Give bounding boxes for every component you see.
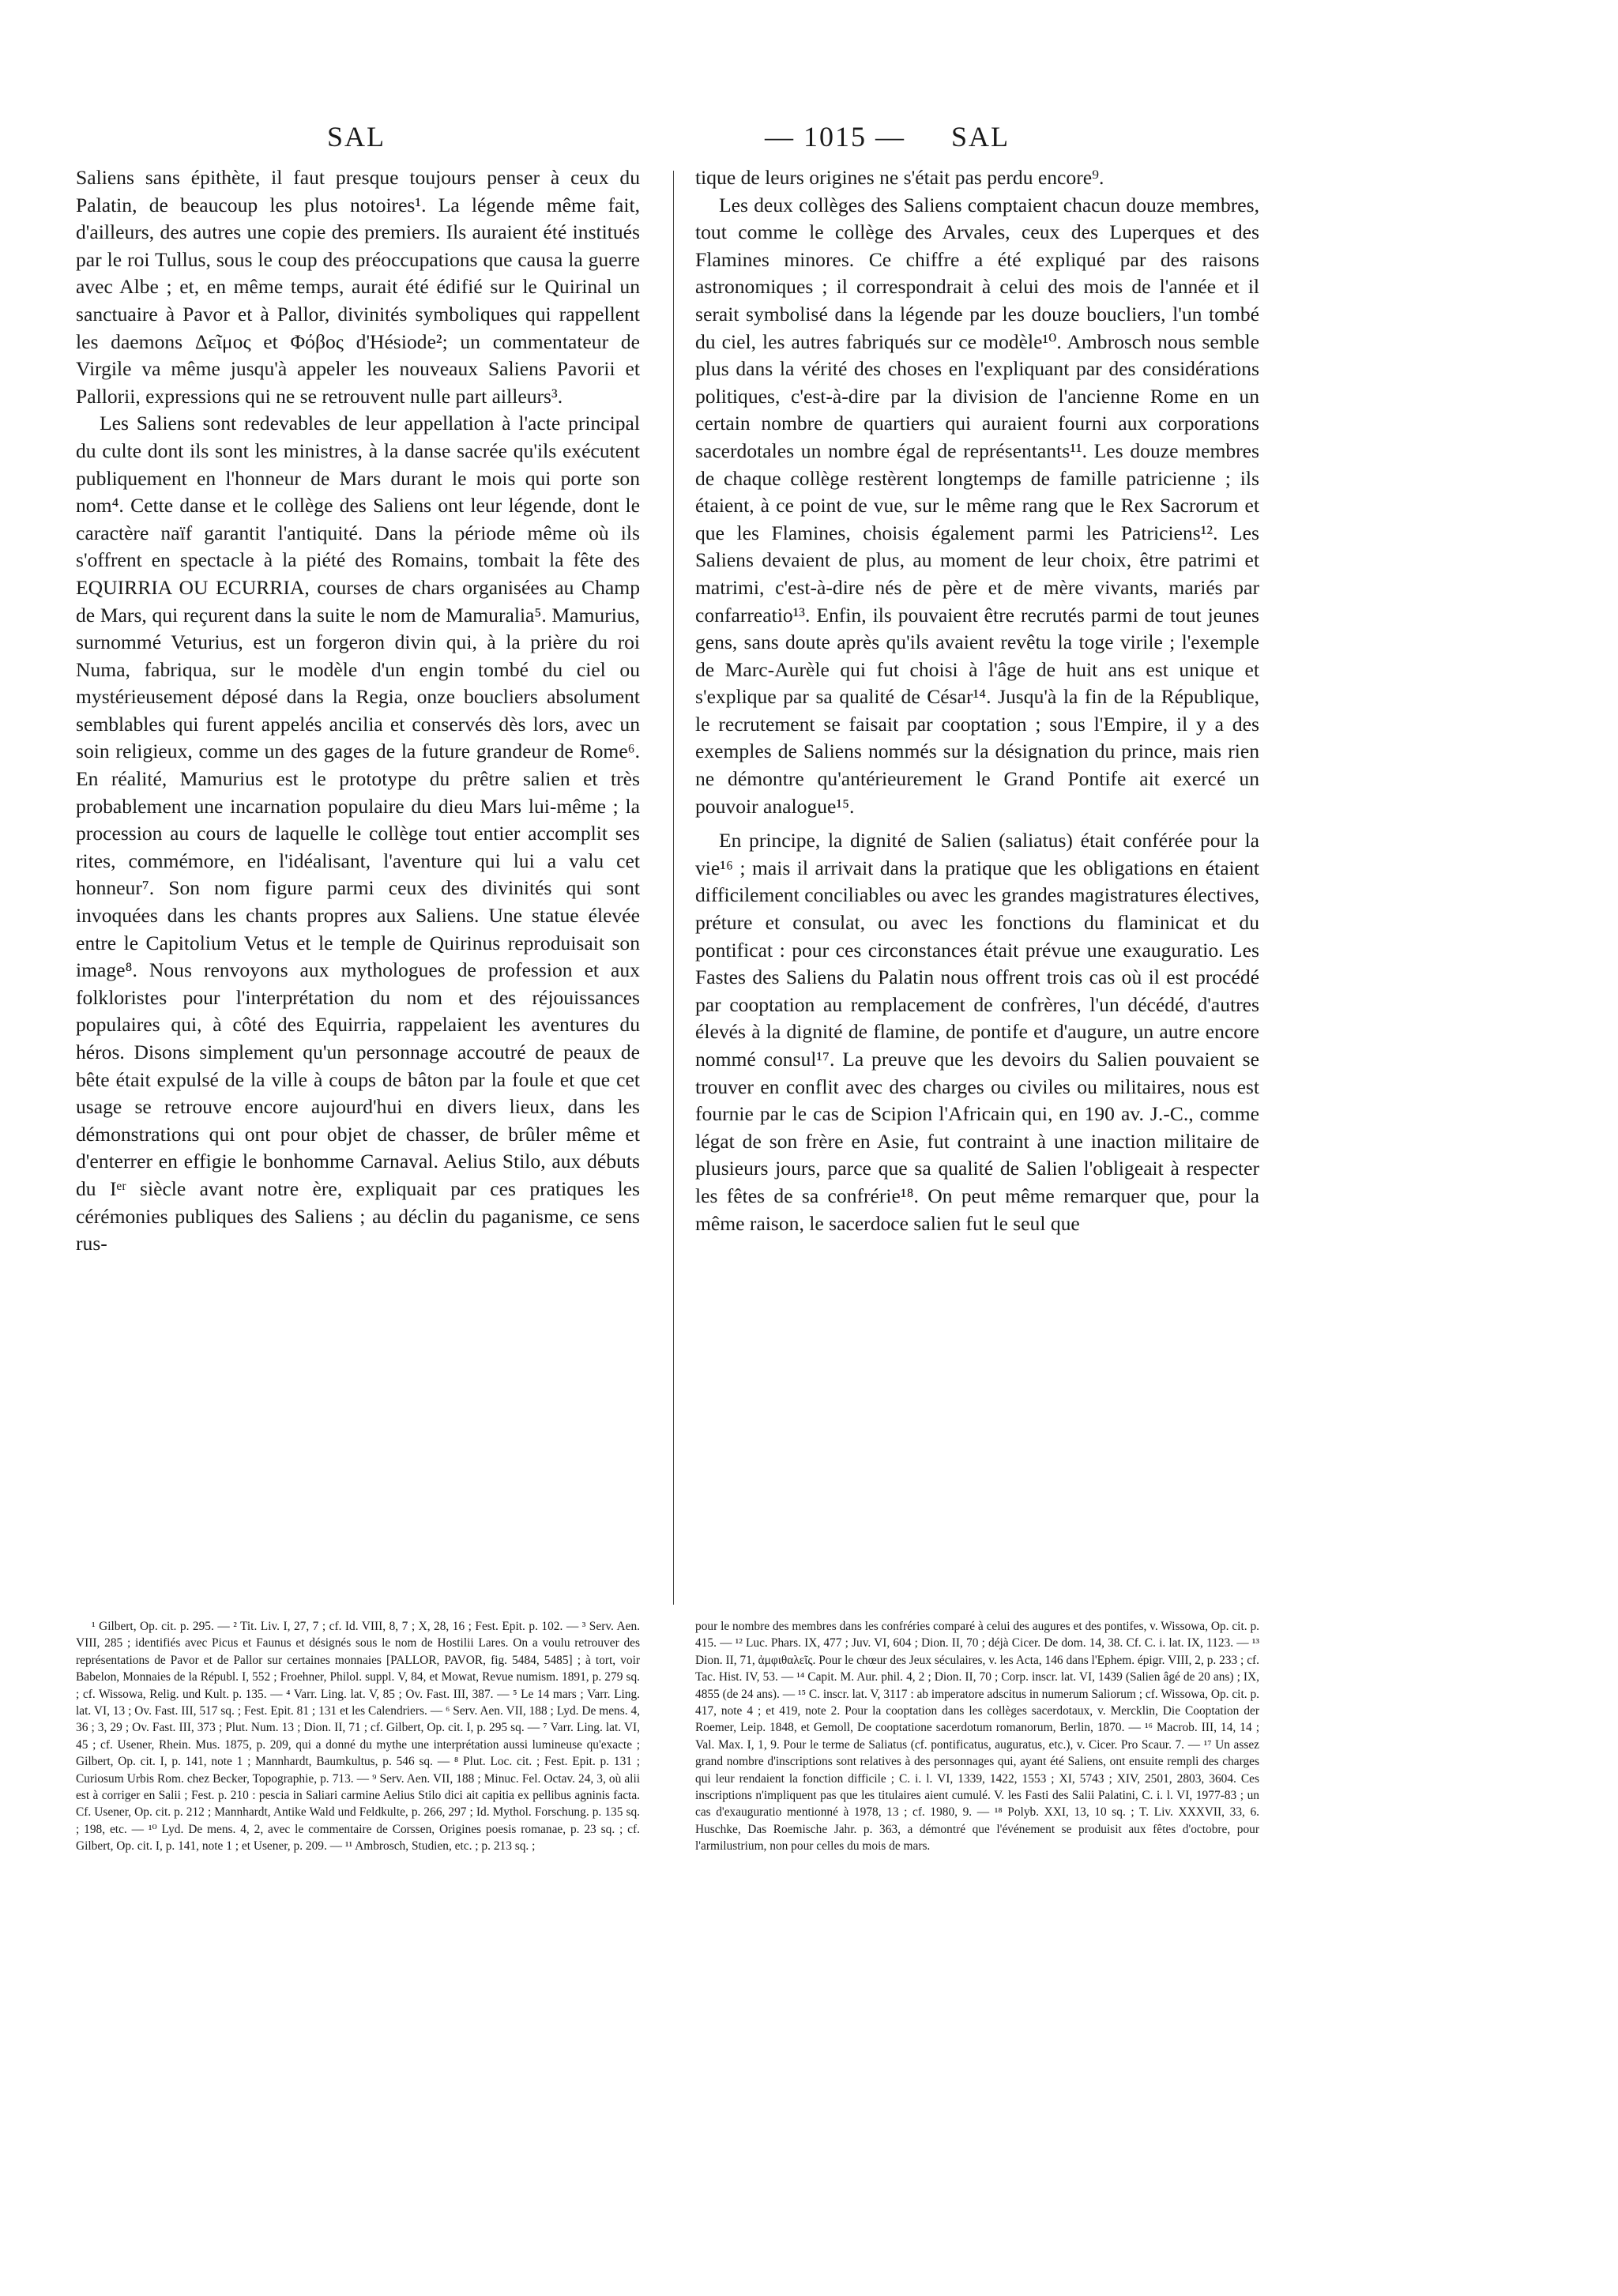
paragraph: En principe, la dignité de Salien (saliatus) était conférée pour la vie¹⁶ ; mais il arrivait dans la pratique que les obligations en étaient difficilement conciliables ou avec les grandes magistratures électives, préture et consulat, ou avec les fonctions du flaminicat et du pontificat : pour ces circonstances était prévue une exauguratio. Les Fastes des Saliens du Palatin nous offrent trois cas où il est procédé par cooptation au remplacement de confrères, l'un décédé, d'autres élevés à la dignité de flamine, de pontife et d'augure, un autre encore nommé consul¹⁷. La preuve que les devoirs du Salien pouvaient se trouver en conflit avec des charges ou civiles ou militaires, nous est fournie par le cas de Scipion l'Africain qui, en 190 av. J.-C., comme légat de son frère en Asie, fut contraint à une inaction militaire de plusieurs jours, parce que sa qualité de Salien l'obligeait à respecter les fêtes de sa confrérie¹⁸. On peut même remarquer que, pour la même raison, le sacerdoce salien fut le seul que xyxy=(695,829,1259,1235)
paragraph: Saliens sans épithète, il faut presque toujours penser à ceux du Palatin, de beaucoup les plus notoires¹. La légende même fait, d'ailleurs, des autres une copie des premiers. Ils auraient été institués par le roi Tullus, sous le coup des préoccupations que causa la guerre avec Albe ; et, en même temps, aurait été édifié sur le Quirinal un sanctuaire à Pavor et à Pallor, divinités symboliques qui rappellent les daemons Δεῖμος et Φόβος d'Hésiode²; un commentateur de Virgile va même jusqu'à appeler les nouveaux Saliens Pavorii et Pallorii, expressions qui ne se retrouvent nulle part ailleurs³. xyxy=(76,166,640,408)
paragraph: tique de leurs origines ne s'était pas perdu encore⁹. xyxy=(695,166,1104,189)
footnotes-left xyxy=(76,1618,640,1855)
footnotes-right xyxy=(695,1618,1259,1855)
page-number: — 1015 — xyxy=(765,121,905,152)
column-divider xyxy=(673,171,674,1605)
paragraph: Les deux collèges des Saliens comptaient chacun douze membres, tout comme le collège des Arvales, ceux des Luperques et des Flamines minores. Ce chiffre a été expliqué par des raisons astronomiques ; il correspondrait à celui des mois de l'année et il serait symbolisé dans la légende par les douze boucliers, l'un tombé du ciel, les autres fabriqués sur ce modèle¹⁰. Ambrosch nous semble plus dans la vérité des choses en l'expliquant par des considérations politiques, c'est-à-dire par la division de l'ancienne Rome en un certain nombre de quartiers qui auraient fourni aux corporations sacerdotales un nombre égal de représentants¹¹. Les douze membres de chaque collège restèrent longtemps de famille patricienne ; ils étaient, à ce point de vue, sur le même rang que le Rex Sacrorum et que les Flamines, choisis également parmi les Patriciens¹². Les Saliens devaient de plus, au moment de leur choix, être patrimi et matrimi, c'est-à-dire nés de père et de mère vivants, mariés par confarreatio¹³. Enfin, ils pouvaient être recrutés parmi de tout jeunes gens, sans doute après qu'ils avaient revêtu la toge virile ; l'exemple de Marc-Aurèle qui fut choisi à l'âge de huit ans est unique et s'explique par sa qualité de César¹⁴. Jusqu'à la fin de la République, le recrutement se faisait par cooptation ; sous l'Empire, il y a des exemples de Saliens nommés sur la désignation du prince, mais rien ne démontre qu'antérieurement le Grand Pontife ait exercé un pouvoir analogue¹⁵. xyxy=(695,193,1259,818)
paragraph: Les Saliens sont redevables de leur appellation à l'acte principal du culte dont ils sont les ministres, à la danse sacrée qu'ils exécutent publiquement en l'honneur de Mars durant le mois qui porte son nom⁴. Cette danse et le collège des Saliens ont leur légende, dont le caractère naïf garantit l'antiquité. Dans la période même où ils s'offrent en spectacle à la piété des Romains, tombait la fête des EQUIRRIA OU ECURRIA, courses de chars organisées au Champ de Mars, qui reçurent dans la suite le nom de Mamuralia⁵. Mamurius, surnommé Veturius, est un forgeron divin qui, à la prière du roi Numa, fabriqua, sur le modèle d'un engin tombé du ciel ou mystérieusement déposé dans la Regia, onze boucliers absolument semblables qui furent appelés ancilia et conservés dès lors, avec un soin religieux, comme un des gages de la future grandeur de Rome⁶. En réalité, Mamurius est le prototype du prêtre salien et très probablement une incarnation populaire du dieu Mars lui-même ; la procession au cours de laquelle le collège tout entier accomplit ses rites, commémore, en l'idéalisant, l'aventure qui lui a valu cet honneur⁷. Son nom figure parmi ceux des divinités qui sont invoquées dans les chants propres aux Saliens. Une statue élevée entre le Capitolium Vetus et le temple de Quirinus reproduisait son image⁸. Nous renvoyons aux mythologues de profession et aux folkloristes pour l'interprétation du nom et des réjouissances populaires qui, à côté des Equirria, rappelaient les aventures du héros. Disons simplement qu'un personnage accoutré de peaux de bête était expulsé de la ville à coups de bâton par la foule et que cet usage se retrouve encore aujourd'hui en divers lieux, dans les démonstrations qui ont pour objet de chasser, de brûler même et d'enterrer en effigie le bonhomme Carnaval. Aelius Stilo, aux débuts du Iᵉʳ siècle avant notre ère, expliquait par ces pratiques les cérémonies publiques des Saliens ; au déclin du paganisme, ce sens rus- xyxy=(76,412,640,1255)
footnote-block: pour le nombre des membres dans les confréries comparé à celui des augures et des pontifes, v. Wissowa, Op. cit. p. 415. — ¹² Luc. Phars. IX, 477 ; Juv. VI, 604 ; Dion. II, 70 ; déjà Cicer. De dom. 14, 38. Cf. C. i. lat. IX, 1123. — ¹³ Dion. II, 71, ἀμφιθαλεῖς. Pour le chœur des Jeux séculaires, v. les Acta, 146 dans l'Ephem. épigr. VIII, 2, p. 233 ; cf. Tac. Hist. IV, 53. — ¹⁴ Capit. M. Aur. phil. 4, 2 ; Dion. II, 70 ; Corp. inscr. lat. VI, 1439 (Salien âgé de 20 ans) ; IX, 4855 (de 24 ans). — ¹⁵ C. inscr. lat. V, 3117 : ab imperatore adscitus in numerum Saliorum ; cf. Wissowa, Op. cit. p. 417, note 4 ; et 419, note 2. Pour la cooptation dans les collèges sacerdotaux, v. Mercklin, Die Cooptation der Roemer, Leip. 1848, et Gemoll, De cooptatione sacerdotum romanorum, Berlin, 1870. — ¹⁶ Macrob. III, 14, 14 ; Val. Max. I, 1, 9. Pour le terme de Saliatus (cf. pontificatus, auguratus, etc.), v. Cicer. Pro Scaur. 7. — ¹⁷ Un assez grand nombre d'inscriptions sont relatives à des personnages qui, ayant été Saliens, ont ensuite rempli des charges qui leur rendaient la fonction difficile ; C. i. l. VI, 1339, 1422, 1553 ; XI, 5743 ; XIV, 2501, 2803, 3604. Ces inscriptions n'impliquent pas que les titulaires aient cumulé. V. les Fasti des Salii Palatini, C. i. l. VI, 1977-83 ; un cas d'exauguratio mentionné à 1978, 13 ; cf. 1980, 9. — ¹⁸ Polyb. XXI, 13, 10 sq. ; T. Liv. XXXVII, 33, 6. Huschke, Das Roemische Jahr. p. 363, a démontré que l'événement se produisit aux fêtes d'octobre, pour l'armilustrium, non pour celles du mois de mars. xyxy=(695,1620,1259,1854)
running-head-right: SAL xyxy=(951,121,1010,152)
body-column-right xyxy=(695,164,1259,1237)
footnote-block: ¹ Gilbert, Op. cit. p. 295. — ² Tit. Liv. I, 27, 7 ; cf. Id. VIII, 8, 7 ; X, 28, 16 ; Fest. Epit. p. 102. — ³ Serv. Aen. VIII, 285 ; identifiés avec Picus et Faunus et désignés sous le nom de Hostilii Lares. On a voulu retrouver des représentations de Pavor et de Pallor sur certaines monnaies [PALLOR, PAVOR, fig. 5484, 5485] ; à tort, voir Babelon, Monnaies de la Républ. I, 552 ; Froehner, Philol. suppl. V, 84, et Mowat, Revue numism. 1891, p. 279 sq. ; cf. Wissowa, Relig. und Kult. p. 135. — ⁴ Varr. Ling. lat. V, 85 ; Ov. Fast. III, 387. — ⁵ Le 14 mars ; Varr. Ling. lat. VI, 13 ; Ov. Fast. III, 517 sq. ; Fest. Epit. 81 ; 131 et les Calendriers. — ⁶ Serv. Aen. VII, 188 ; Lyd. De mens. 4, 36 ; 3, 29 ; Ov. Fast. III, 373 ; Plut. Num. 13 ; Dion. II, 71 ; cf. Gilbert, Op. cit. I, p. 295 sq. — ⁷ Varr. Ling. lat. VI, 45 ; cf. Usener, Rhein. Mus. 1875, p. 209, qui a donné du mythe une interprétation aussi lumineuse qu'exacte ; Gilbert, Op. cit. I, p. 141, note 1 ; Mannhardt, Baumkultus, p. 546 sq. — ⁸ Plut. Loc. cit. ; Fest. Epit. p. 131 ; Curiosum Urbis Rom. chez Becker, Topographie, p. 713. — ⁹ Serv. Aen. VII, 188 ; Minuc. Fel. Octav. 24, 3, où alii est à corriger en Salii ; Fest. p. 210 : pescia in Saliari carmine Aelius Stilo dici ait capitia ex pellibus agninis facta. Cf. Usener, Op. cit. p. 212 ; Mannhardt, Antike Wald und Feldkulte, p. 266, 297 ; Id. Mythol. Forschung. p. 135 sq. ; 198, etc. — ¹⁰ Lyd. De mens. 4, 2, avec le commentaire de Corssen, Origines poesis romanae, p. 23 sq. ; cf. Gilbert, Op. cit. I, p. 141, note 1 ; et Usener, p. 209. — ¹¹ Ambrosch, Studien, etc. ; p. 213 sq. ; xyxy=(76,1620,640,1854)
running-head-left: SAL xyxy=(327,121,386,152)
body-column-left xyxy=(76,164,640,1258)
